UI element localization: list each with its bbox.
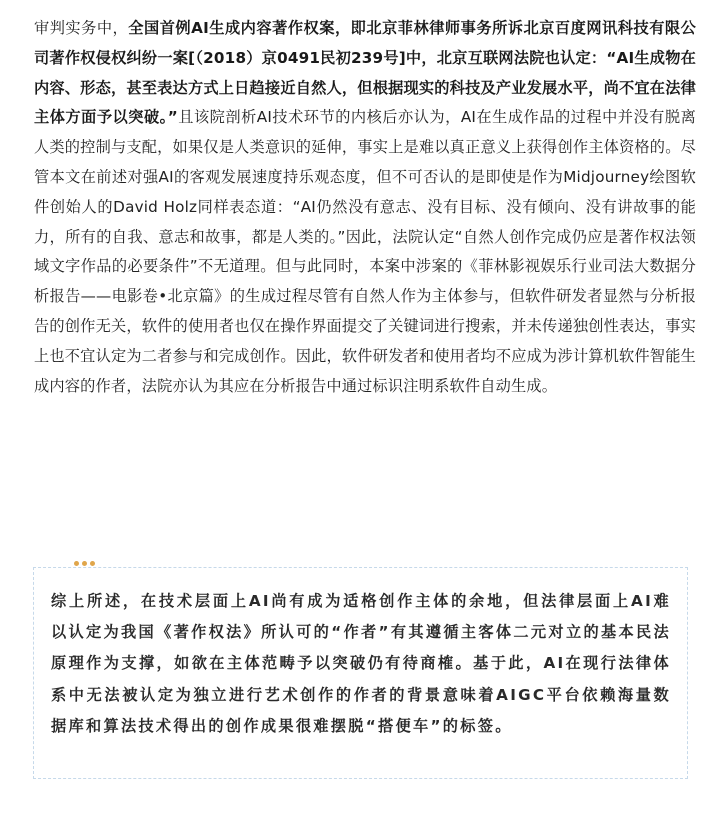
dot-icon (90, 561, 95, 566)
paragraph-intro-text: 审判实务中， (34, 19, 129, 37)
article-paragraph (34, 14, 696, 401)
paragraph-bold-case-text: 全国首例AI生成内容著作权案，即北京菲林律师事务所诉北京百度网讯科技有限公司著作权侵权纠纷一案[（2018）京0491民初239号]中，北京互联网法院也认定：“AI生成物在内容、形态，甚至表达方式上日趋接近自然人，但根据现实的科技及产业发展水平，尚不宜在法律主体方面予以突破。” (34, 19, 696, 127)
paragraph-body-text: 且该院剖析AI技术环节的内核后亦认为，AI在生成作品的过程中并没有脱离人类的控制与支配，如果仅是人类意识的延伸，事实上是难以真正意义上获得创作主体资格的。尽管本文在前述对强AI的客观发展速度持乐观态度，但不可否认的是即使是作为Midjourney绘图软件创始人的David Holz同样表态道：“AI仍然没有意志、没有目标、没有倾向、没有讲故事的能力，所有的自我、意志和故事，都是人类的。”因此，法院认定“自然人创作完成仍应是著作权法领域文字作品的必要条件”不无道理。但与此同时，本案中涉案的《菲林影视娱乐行业司法大数据分析报告——电影卷•北京篇》的生成过程尽管有自然人作为主体参与，但软件研发者显然与分析报告的创作无关，软件的使用者也仅在操作界面提交了关键词进行搜索，并未传递独创性表达，事实上也不宜认定为二者参与和完成创作。因此，软件研发者和使用者均不应成为涉计算机软件智能生成内容的作者，法院亦认为其应在分析报告中通过标识注明系软件自动生成。 (34, 108, 696, 395)
summary-text: 综上所述，在技术层面上AI尚有成为适格创作主体的余地，但法律层面上AI难以认定为我国《著作权法》所认可的“作者”有其遵循主客体二元对立的基本民法原理作为支撑，如欲在主体范畴予以突破仍有待商榷。基于此，AI在现行法律体系中无法被认定为独立进行艺术创作的作者的背景意味着AIGC平台依赖海量数据库和算法技术得出的创作成果很难摆脱“搭便车”的标签。 (51, 592, 671, 735)
dot-icon (74, 561, 79, 566)
dot-icon (82, 561, 87, 566)
summary-box (33, 567, 688, 779)
